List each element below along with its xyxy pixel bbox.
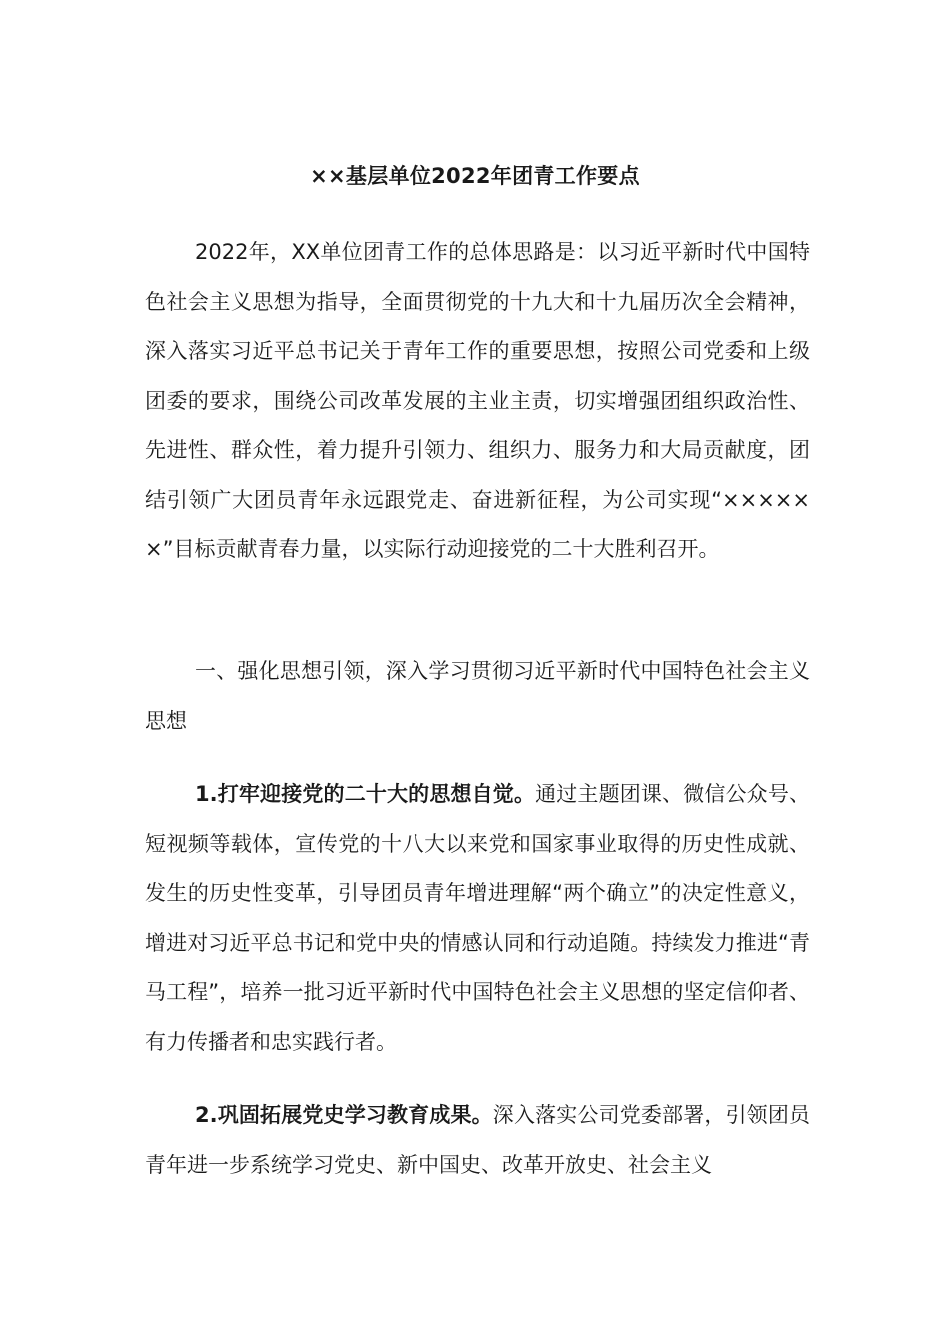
item-2-body: 深入落实公司党委部署，引领团员青年进一步系统学习党史、新中国史、改革开放史、社会主义: [145, 1103, 810, 1177]
section-heading-1: 一、强化思想引领，深入学习贯彻习近平新时代中国特色社会主义思想: [145, 659, 810, 733]
item-1-paragraph: [145, 770, 810, 1067]
item-1-lead: 1.打牢迎接党的二十大的思想自觉。: [195, 782, 536, 806]
intro-paragraph: 2022年，XX单位团青工作的总体思路是：以习近平新时代中国特色社会主义思想为指导，全面贯彻党的十九大和十九届历次全会精神，深入落实习近平总书记关于青年工作的重要思想，按照公司党委和上级团委的要求，围绕公司改革发展的主业主责，切实增强团组织政治性、先进性、群众性，着力提升引领力、组织力、服务力和大局贡献度，团结引领广大团员青年永远跟党走、奋进新征程，为公司实现“××××××”目标贡献青春力量，以实际行动迎接党的二十大胜利召开。: [145, 240, 810, 561]
item-2-paragraph: [145, 1091, 810, 1190]
item-1-body: 通过主题团课、微信公众号、短视频等载体，宣传党的十八大以来党和国家事业取得的历史性成就、发生的历史性变革，引导团员青年增进理解“两个确立”的决定性意义，增进对习近平总书记和党中央的情感认同和行动追随。持续发力推进“青马工程”，培养一批习近平新时代中国特色社会主义思想的坚定信仰者、有力传播者和忠实践行者。: [145, 782, 810, 1054]
item-2-lead: 2.巩固拓展党史学习教育成果。: [195, 1103, 493, 1127]
document-title: ××基层单位2022年团青工作要点: [310, 164, 640, 188]
